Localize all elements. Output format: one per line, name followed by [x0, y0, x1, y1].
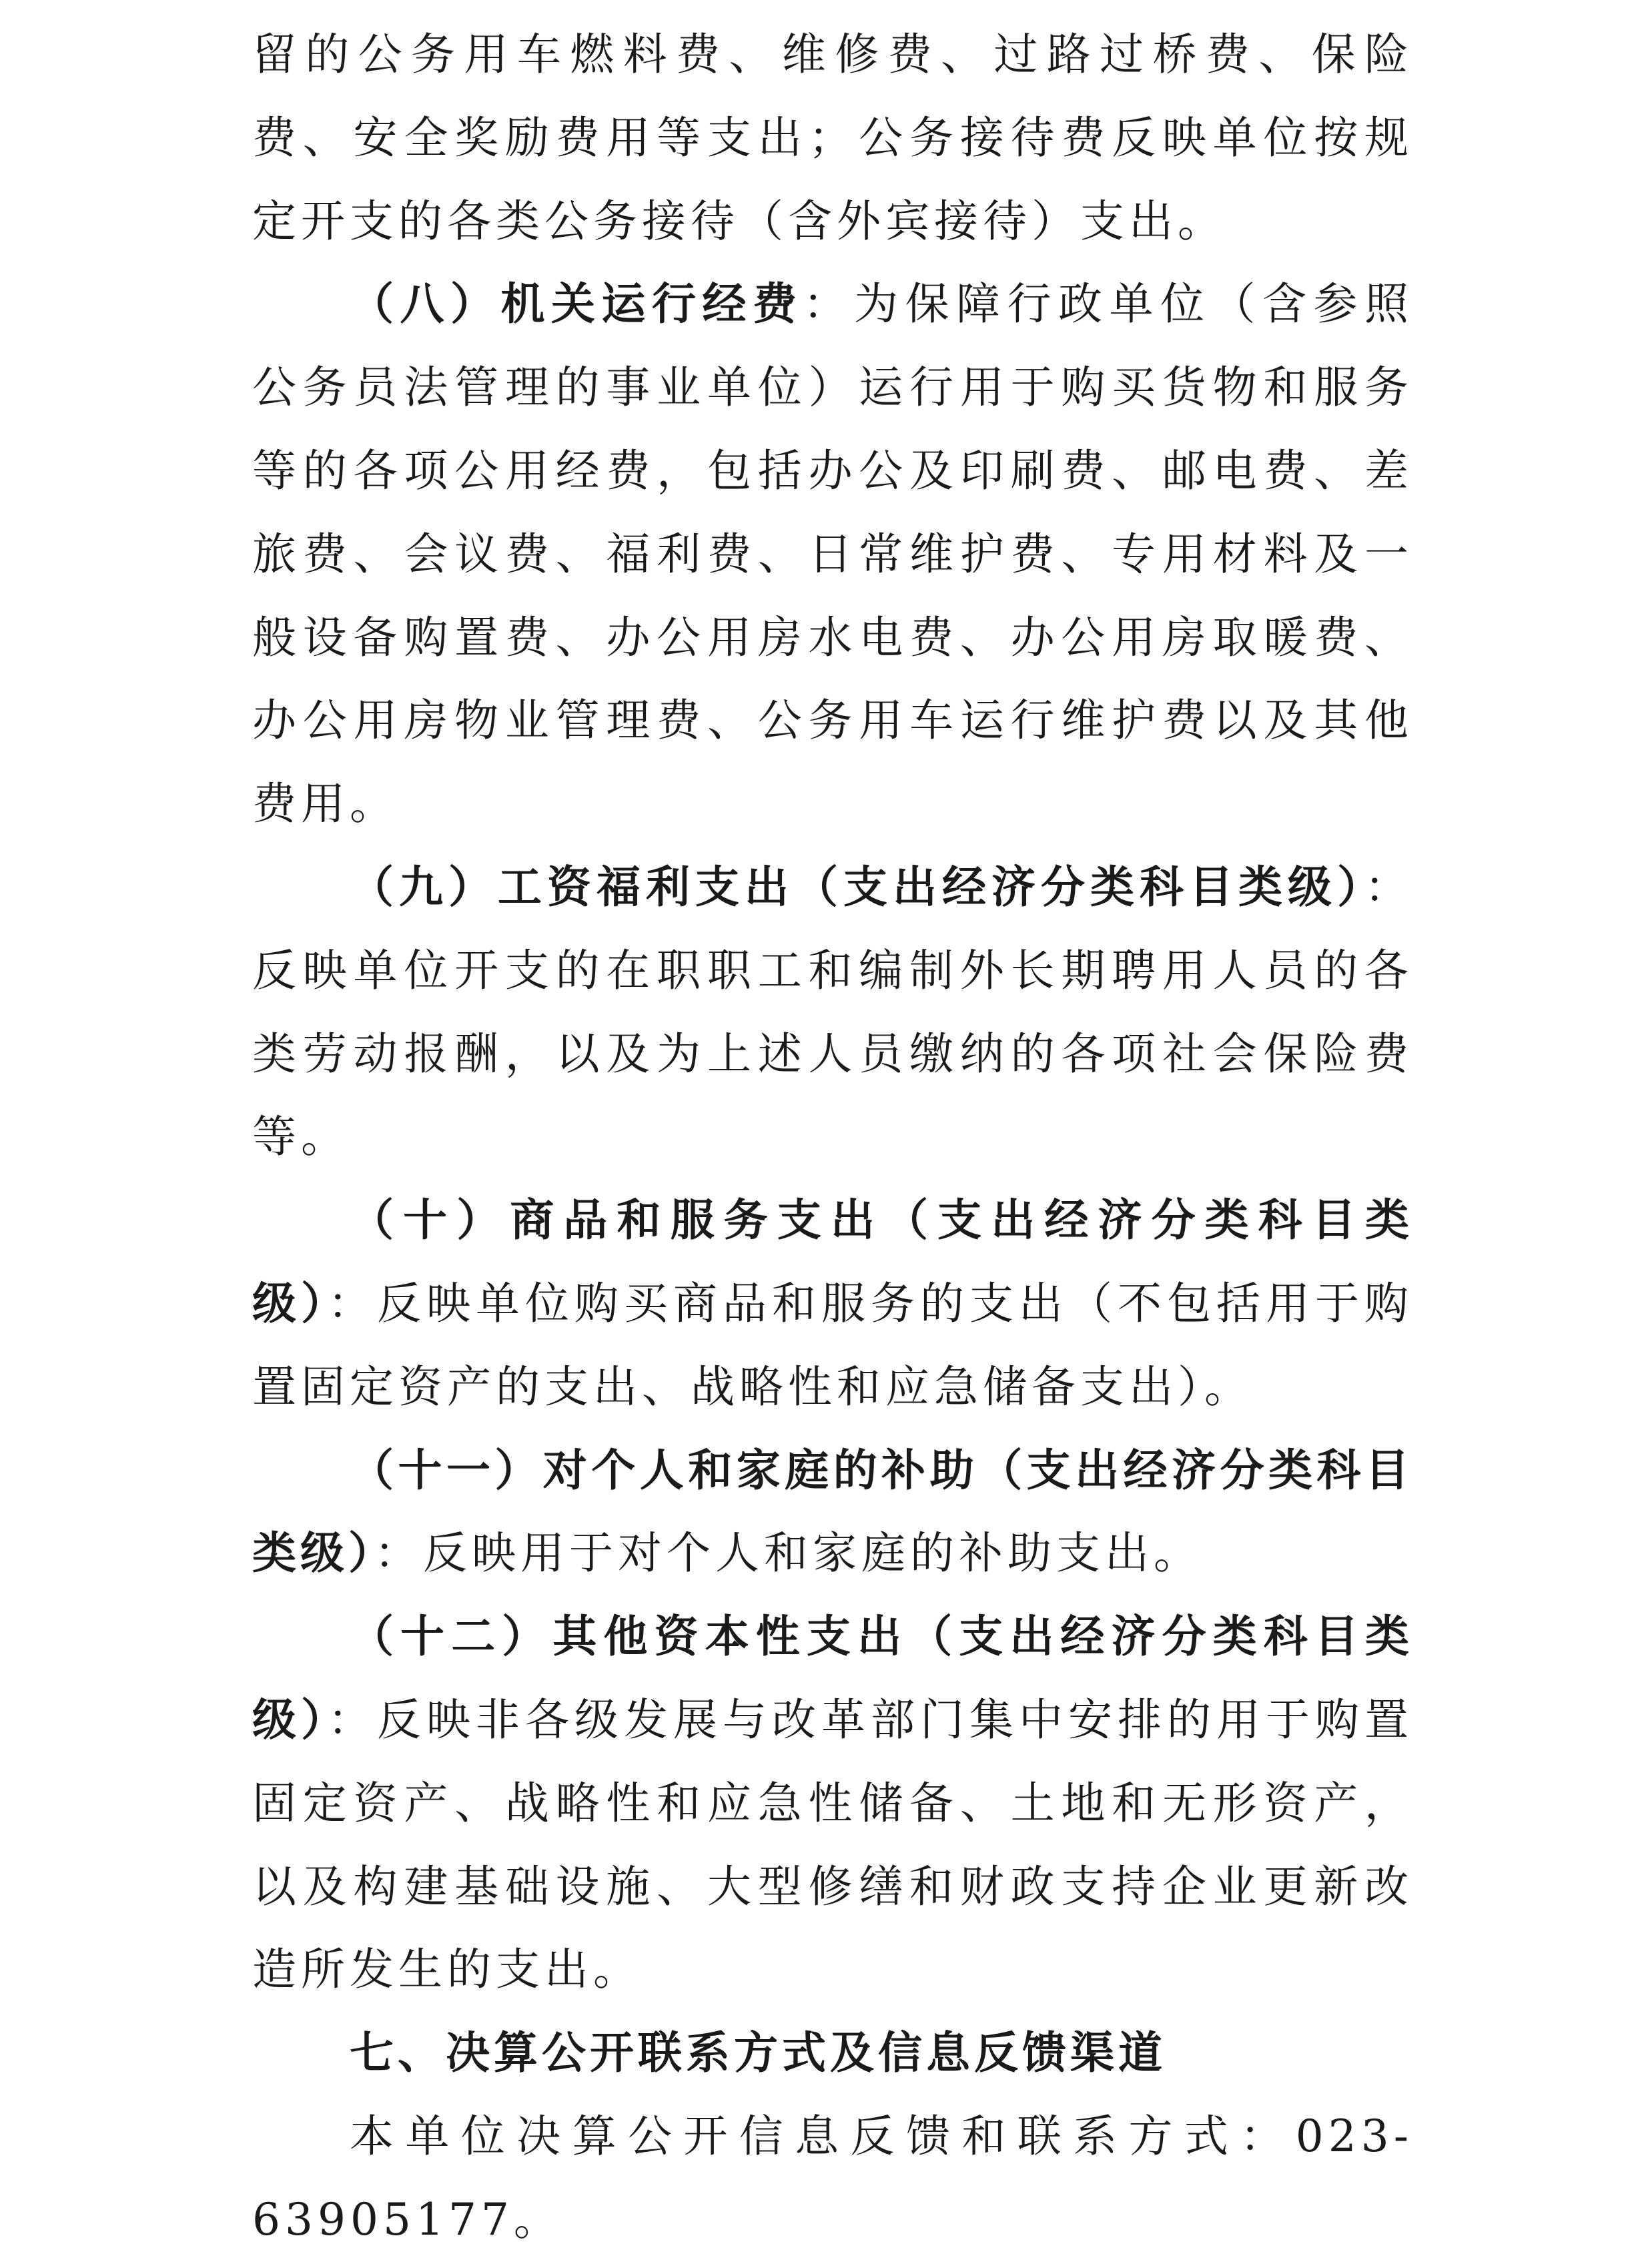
definition-operating-expenses: ：为保障行政单位（含参照公务员法管理的事业单位）运行用于购买货物和服务等的各项公用经费，包括办公及印刷费、邮电费、差旅费、会议费、福利费、日常维护费、专用材料及一般设备购置费、办公用房水电费、办公用房取暖费、办公用房物业管理费、公务用车运行维护费以及其他费用。: [252, 278, 1413, 830]
definition-goods-services: ：反映单位购买商品和服务的支出（不包括用于购置固定资产的支出、战略性和应急储备支出）。: [252, 1277, 1413, 1413]
paragraph-vehicle-reception: [252, 13, 1413, 263]
contact-info: 本单位决算公开信息反馈和联系方式：023-63905177。: [252, 2110, 1413, 2245]
definition-other-capital: ：反映非各级发展与改革部门集中安排的用于购置固定资产、战略性和应急性储备、土地和无形资产，以及构建基础设施、大型修缮和财政支持企业更新改造所发生的支出。: [252, 1693, 1413, 1996]
paragraph-operating-expenses: [252, 263, 1413, 846]
term-goods-services: （十）商品和服务支出（支出经济分类科目类级）: [252, 1194, 1413, 1329]
paragraph-goods-services: [252, 1179, 1413, 1429]
section-heading-contact: 七、决算公开联系方式及信息反馈渠道: [350, 2027, 1166, 2079]
term-household-subsidy: （十一）对个人和家庭的补助（支出经济分类科目类级）: [252, 1444, 1413, 1579]
paragraph-text: 留的公务用车燃料费、维修费、过路过桥费、保险费、安全奖励费用等支出；公务接待费反映单位按规定开支的各类公务接待（含外宾接待）支出。: [252, 29, 1413, 247]
term-other-capital: （十二）其他资本性支出（支出经济分类科目类级）: [252, 1611, 1413, 1746]
definition-wages-welfare: ：反映单位开支的在职职工和编制外长期聘用人员的各类劳动报酬，以及为上述人员缴纳的各项社会保险费等。: [252, 861, 1413, 1163]
definition-household-subsidy: ：反映用于对个人和家庭的补助支出。: [374, 1527, 1202, 1579]
paragraph-wages-welfare: [252, 846, 1413, 1179]
term-wages-welfare: （九）工资福利支出（支出经济分类科目类级）: [350, 861, 1364, 913]
document-page: [252, 13, 1413, 2262]
paragraph-household-subsidy: [252, 1429, 1413, 1596]
term-operating-expenses: （八）机关运行经费: [350, 278, 803, 330]
paragraph-other-capital: [252, 1595, 1413, 2012]
